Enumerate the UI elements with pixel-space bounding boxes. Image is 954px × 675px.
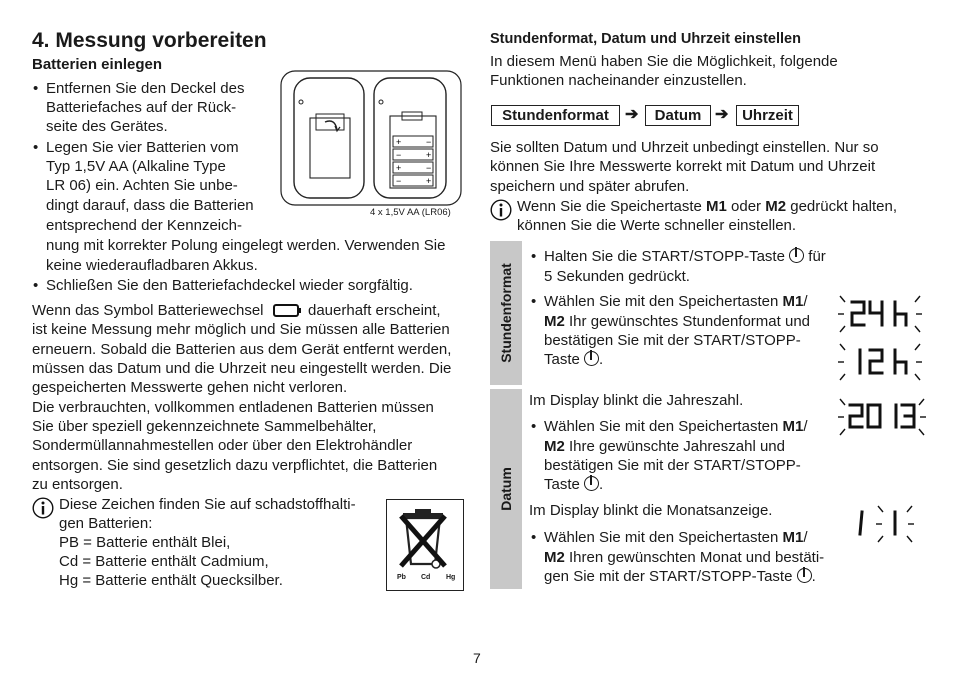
s2-bullet1-line3: bestätigen Sie mit der START/STOPP- [544,457,801,474]
battery-para-line-9: zu entsorgen. [32,476,123,493]
flow-uhrzeit: Uhrzeit [736,105,799,126]
power-icon [584,476,599,491]
s1-bullet2-line4: Taste . [544,351,604,368]
s2-bullet1-line1: • Wählen Sie mit den Speichertasten M1/ [544,417,807,437]
s2-bullet1-line4: Taste . [544,476,604,493]
side-label-datum: Datum [490,389,522,589]
battery-warning-line-a: Wenn das Symbol Batteriewechsel [32,302,264,319]
info-line-3: PB = Batterie enthält Blei, [59,534,231,551]
bullet-insert-4: dingt darauf, dass die Batterien [46,197,254,214]
bullet-insert-5: entsprechend der Kennzeich- [46,217,242,234]
svg-text:+: + [426,176,432,186]
bullet-insert-6: nung mit korrekter Polung eingelegt werden. Verwenden Sie [46,237,446,254]
svg-text:−: − [396,150,402,160]
power-icon [789,248,804,263]
s1-bullet2-line1: • Wählen Sie mit den Speichertasten M1/ [544,292,807,312]
right-intro-2: Funktionen nacheinander einzustellen. [490,72,747,89]
power-icon [797,568,812,583]
section-title: 4. Messung vorbereiten [32,29,267,52]
info-line-1: Diese Zeichen finden Sie auf schadstoffhalti- [59,496,356,513]
info-icon-right [490,199,510,219]
battery-change-icon [273,304,303,317]
battery-para-line-5: Die verbrauchten, vollkommen entladenen Batterien müssen [32,399,434,416]
flow-datum: Datum [645,105,711,126]
bin-label-cd: Cd [421,574,431,581]
lcd-month [850,502,914,544]
battery-compartment-illustration [280,70,462,206]
battery-para-line-4: gespeicherten Messwerte gehen nicht verloren. [32,379,348,396]
right-heading: Stundenformat, Datum und Uhrzeit einstellen [490,31,801,47]
bullet-insert-3: LR 06) ein. Achten Sie unbe- [46,177,238,194]
bullet-insert-1: • Legen Sie vier Batterien vom [46,138,239,158]
info-line-5: Hg = Batterie enthält Quecksilber. [59,572,283,589]
right-para-2: können Sie Ihre Messwerte korrekt mit Datum und Uhrzeit [490,158,876,175]
svg-text:−: − [396,176,402,186]
info-line-2: gen Batterien: [59,515,153,532]
right-info-line-2: können Sie die Werte schneller einstellen. [517,217,797,234]
subtitle-batteries: Batterien einlegen [32,56,163,73]
s1-bullet1-line2: 5 Sekunden gedrückt. [544,268,690,285]
bullet-close-cover: • Schließen Sie den Batteriefachdeckel wieder sorgfältig. [46,276,413,296]
info-line-4: Cd = Batterie enthält Cadmium, [59,553,269,570]
s1-bullet2-line3: bestätigen Sie mit der START/STOPP- [544,332,801,349]
s1-bullet2-line2: M2 Ihr gewünschtes Stundenformat und [544,313,810,330]
battery-warning-line-b: dauerhaft erscheint, [308,302,441,319]
right-para-3: speichern und später abrufen. [490,178,690,195]
flow-arrow-1: ➔ [625,106,639,123]
power-icon [584,351,599,366]
svg-text:+: + [396,137,402,147]
flow-arrow-2: ➔ [715,106,729,123]
info-icon [32,497,52,517]
svg-text:−: − [426,163,432,173]
crossed-bin-symbol [386,499,464,591]
battery-caption: 4 x 1,5V AA (LR06) [370,207,451,218]
battery-para-line-8: entsorgen. Sie sind gesetzlich dazu verpflichtet, die Batterien [32,457,438,474]
battery-para-line-1: ist keine Messung mehr möglich und Sie müssen alle Batterien [32,321,450,338]
bin-label-pb: Pb [397,574,406,581]
svg-text:−: − [426,137,432,147]
battery-para-line-7: Sondermüllannahmestellen oder über den Elektrohändler [32,437,413,454]
s1-bullet1-line1: • Halten Sie die START/STOPP-Taste für [544,247,826,267]
battery-para-line-3: müssen das Datum und die Uhrzeit neu eingestellt werden. Die [32,360,452,377]
s2-bullet2-line3: gen Sie mit der START/STOPP-Taste . [544,568,816,585]
lcd-24h [838,292,922,334]
bin-label-hg: Hg [446,574,456,581]
s2-year-text: Im Display blinkt die Jahreszahl. [529,392,744,409]
bullet-remove-cover-3: seite des Gerätes. [46,118,168,135]
battery-para-line-6: Sie über speziell gekennzeichnete Sammelbehälter, [32,418,377,435]
s2-bullet1-line2: M2 Ihre gewünschte Jahreszahl und [544,438,785,455]
lcd-year [838,395,926,437]
bullet-insert-7: keine wiederaufladbaren Akkus. [46,257,258,274]
right-para-1: Sie sollten Datum und Uhrzeit unbedingt einstellen. Nur so [490,139,879,156]
s2-month-text: Im Display blinkt die Monatsanzeige. [529,502,773,519]
side-label-stundenformat: Stundenformat [490,241,522,385]
right-intro-1: In diesem Menü haben Sie die Möglichkeit, folgende [490,53,838,70]
s2-bullet2-line2: M2 Ihren gewünschten Monat und bestäti- [544,549,825,566]
svg-text:+: + [396,163,402,173]
bullet-insert-2: Typ 1,5V AA (Alkaline Type [46,158,226,175]
flow-stundenformat: Stundenformat [491,105,620,126]
lcd-12h [838,340,922,382]
bullet-remove-cover-2: Batteriefaches auf der Rück- [46,99,237,116]
page-number: 7 [473,650,481,666]
bullet-remove-cover-1: • Entfernen Sie den Deckel des [46,79,244,99]
battery-para-line-2: erneuern. Sobald die Batterien aus dem Gerät entfernt werden, [32,341,452,358]
s2-bullet2-line1: • Wählen Sie mit den Speichertasten M1/ [544,528,807,548]
svg-text:+: + [426,150,432,160]
right-info-line-1: Wenn Sie die Speichertaste M1 oder M2 gedrückt halten, [517,198,897,215]
